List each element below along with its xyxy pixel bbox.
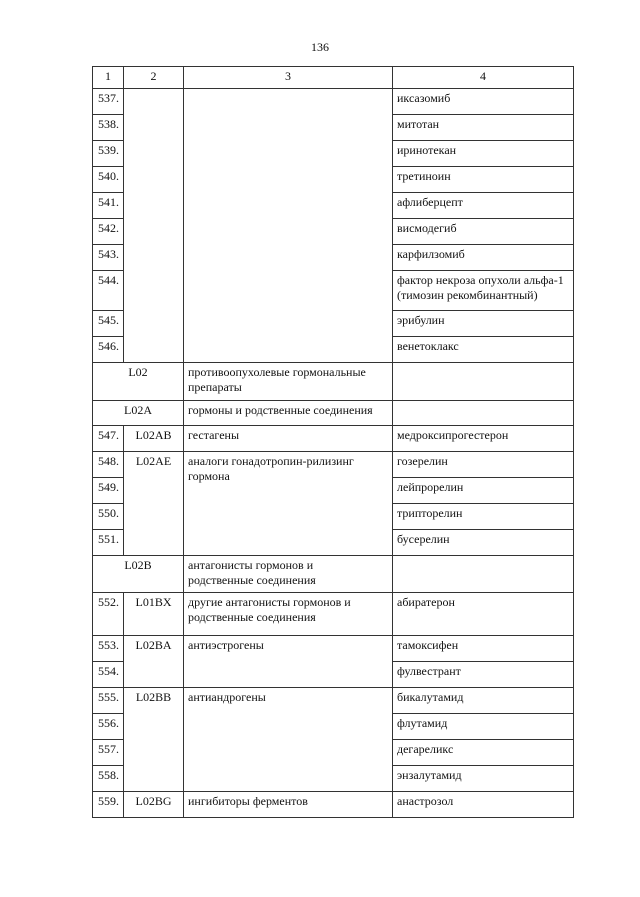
group-name: гормоны и родственные соединения [184,401,393,426]
drug-name: митотан [393,115,574,141]
group-code: L02B [93,556,184,593]
group-row-l02a [93,401,574,426]
group-cell-empty [184,89,393,363]
table-row [93,452,574,478]
table-row [93,636,574,662]
row-number: 545. [93,311,124,337]
drug-name: иксазомиб [393,89,574,115]
row-number: 538. [93,115,124,141]
row-number: 554. [93,662,124,688]
atc-code: L02BB [124,688,184,792]
row-number: 556. [93,714,124,740]
empty-cell [393,363,574,401]
header-col-1: 1 [93,67,124,89]
drug-name: иринотекан [393,141,574,167]
group-row-l02 [93,363,574,401]
drug-name: флутамид [393,714,574,740]
group-name-line-2: гормона [188,469,230,483]
drug-name: третиноин [393,167,574,193]
group-code: L02A [93,401,184,426]
drug-name: висмодегиб [393,219,574,245]
atc-code: L02AB [124,426,184,452]
group-name-line-2: родственные соединения [188,573,316,587]
group-name-line-2: родственные соединения [188,610,316,624]
row-number: 549. [93,478,124,504]
group-name [184,593,393,636]
row-number: 552. [93,593,124,636]
group-row-l02b [93,556,574,593]
row-number: 543. [93,245,124,271]
drug-name: медроксипрогестерон [393,426,574,452]
code-cell-empty [124,89,184,363]
drug-name: анастрозол [393,792,574,818]
group-name [184,556,393,593]
drug-name: фулвестрант [393,662,574,688]
group-name-line-1: противоопухолевые гормональные [188,365,366,379]
atc-code: L02BG [124,792,184,818]
group-name [184,363,393,401]
group-name [184,452,393,556]
row-number: 558. [93,766,124,792]
drug-name: бусерелин [393,530,574,556]
drug-name: венетоклакс [393,337,574,363]
drug-name: афлиберцепт [393,193,574,219]
group-name: гестагены [184,426,393,452]
group-name: ингибиторы ферментов [184,792,393,818]
drug-name: трипторелин [393,504,574,530]
row-number: 551. [93,530,124,556]
atc-code: L02BA [124,636,184,688]
empty-cell [393,556,574,593]
group-name: антиандрогены [184,688,393,792]
header-col-3: 3 [184,67,393,89]
row-number: 548. [93,452,124,478]
row-number: 540. [93,167,124,193]
row-number: 555. [93,688,124,714]
row-number: 544. [93,271,124,311]
drug-name: карфилзомиб [393,245,574,271]
drug-name: бикалутамид [393,688,574,714]
header-col-2: 2 [124,67,184,89]
table-row [93,426,574,452]
row-number: 547. [93,426,124,452]
row-number: 559. [93,792,124,818]
drug-name: дегареликс [393,740,574,766]
drug-classification-table [92,66,574,818]
atc-code: L02AE [124,452,184,556]
row-number: 542. [93,219,124,245]
row-number: 546. [93,337,124,363]
drug-name: гозерелин [393,452,574,478]
row-number: 550. [93,504,124,530]
drug-name: тамоксифен [393,636,574,662]
row-number: 537. [93,89,124,115]
table-row [93,89,574,115]
group-name-line-2: препараты [188,380,242,394]
row-number: 557. [93,740,124,766]
drug-name: энзалутамид [393,766,574,792]
drug-name: эрибулин [393,311,574,337]
group-name-line-1: антагонисты гормонов и [188,558,314,572]
header-col-4: 4 [393,67,574,89]
row-number: 539. [93,141,124,167]
group-name-line-1: другие антагонисты гормонов и [188,595,351,609]
group-name: антиэстрогены [184,636,393,688]
row-number: 541. [93,193,124,219]
empty-cell [393,401,574,426]
table-row [93,593,574,636]
row-number: 553. [93,636,124,662]
drug-name: фактор некроза опухоли альфа-1 (тимозин рекомбинантный) [393,271,574,311]
drug-name: абиратерон [393,593,574,636]
atc-code: L01BX [124,593,184,636]
table-header-row [93,67,574,89]
group-name-line-1: аналоги гонадотропин-рилизинг [188,454,354,468]
table-row [93,792,574,818]
page-number: 136 [311,40,329,54]
drug-name: лейпрорелин [393,478,574,504]
group-code: L02 [93,363,184,401]
table-row [93,688,574,714]
